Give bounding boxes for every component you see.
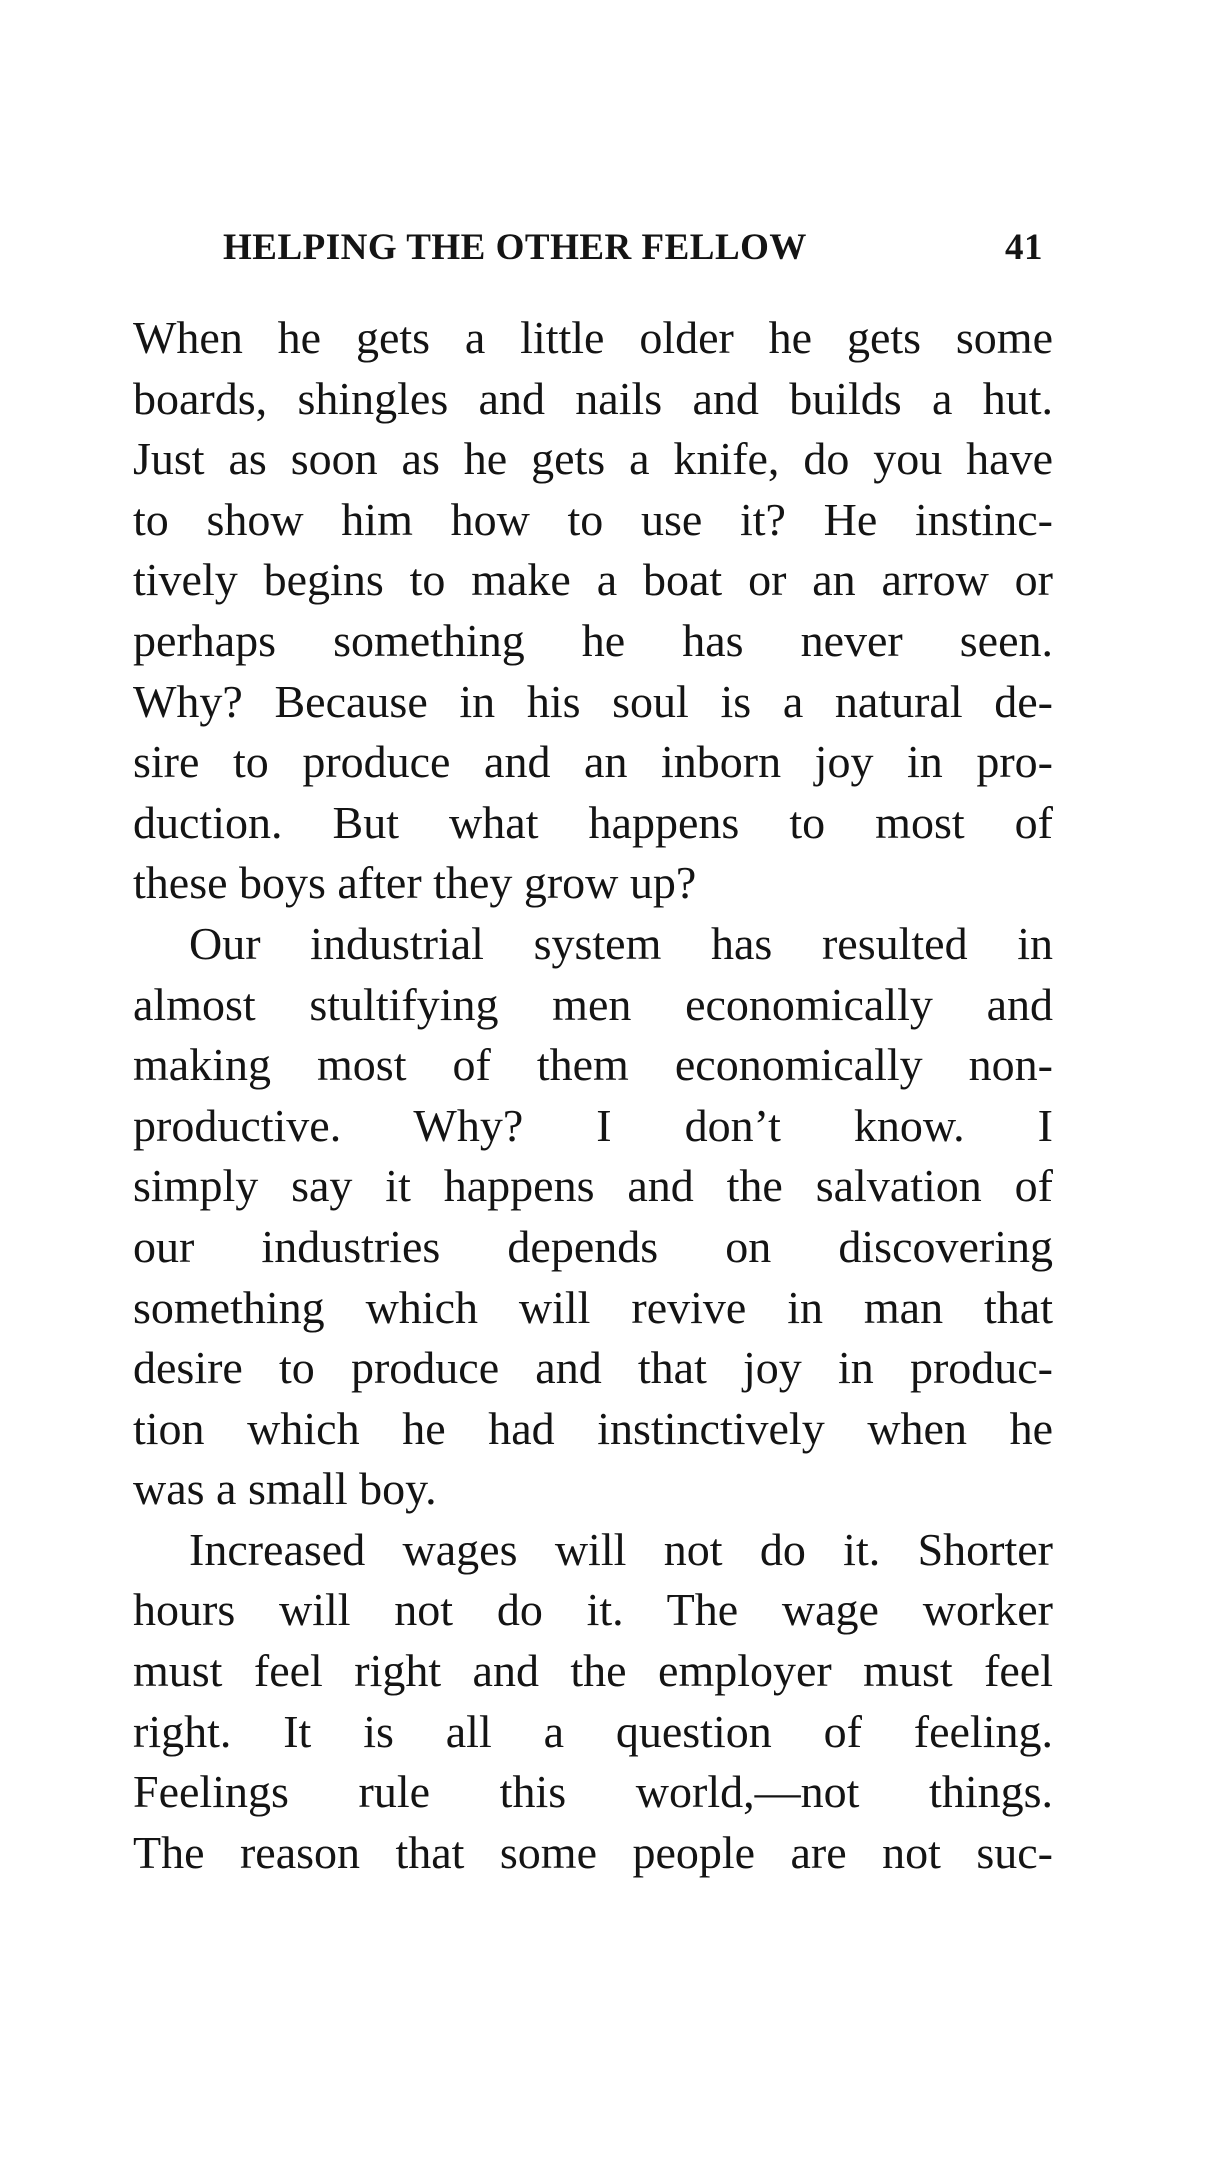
text-line: The reason that some people are not suc- xyxy=(133,1826,1053,1878)
text-line: was a small boy. xyxy=(133,1463,437,1515)
paragraph xyxy=(133,1520,1053,1884)
running-title: HELPING THE OTHER FELLOW xyxy=(223,227,807,268)
text-line: productive. Why? I don’t know. I xyxy=(133,1099,1053,1151)
paragraph xyxy=(133,914,1053,1520)
paragraph xyxy=(133,308,1053,914)
text-line: tively begins to make a boat or an arrow or xyxy=(133,554,1053,606)
text-line: these boys after they grow up? xyxy=(133,857,697,909)
running-head xyxy=(223,226,1043,276)
text-line: sire to produce and an inborn joy in pro- xyxy=(133,736,1053,788)
body-text xyxy=(133,308,1053,1883)
text-line: Why? Because in his soul is a natural de- xyxy=(133,675,1053,727)
text-line: simply say it happens and the salvation of xyxy=(133,1160,1053,1212)
text-line: desire to produce and that joy in produc- xyxy=(133,1342,1053,1394)
text-line: making most of them economically non- xyxy=(133,1039,1053,1091)
text-line: must feel right and the employer must feel xyxy=(133,1645,1053,1697)
text-line: Increased wages will not do it. Shorter xyxy=(189,1523,1053,1575)
text-line: Feelings rule this world,—not things. xyxy=(133,1766,1053,1818)
text-line: When he gets a little older he gets some xyxy=(133,312,1053,363)
text-line: tion which he had instinctively when he xyxy=(133,1402,1053,1454)
text-line: our industries depends on discovering xyxy=(133,1220,1053,1272)
text-line: boards, shingles and nails and builds a hut. xyxy=(133,372,1053,424)
text-line: duction. But what happens to most of xyxy=(133,796,1053,848)
text-line: something which will revive in man that xyxy=(133,1281,1053,1333)
text-line: right. It is all a question of feeling. xyxy=(133,1705,1053,1757)
text-line: Just as soon as he gets a knife, do you have xyxy=(133,433,1053,485)
text-line: perhaps something he has never seen. xyxy=(133,614,1053,666)
text-line: almost stultifying men economically and xyxy=(133,978,1053,1030)
page-number: 41 xyxy=(1005,227,1043,268)
text-line: Our industrial system has resulted in xyxy=(189,917,1053,969)
text-line: to show him how to use it? He instinc- xyxy=(133,493,1053,545)
text-line: hours will not do it. The wage worker xyxy=(133,1584,1053,1636)
